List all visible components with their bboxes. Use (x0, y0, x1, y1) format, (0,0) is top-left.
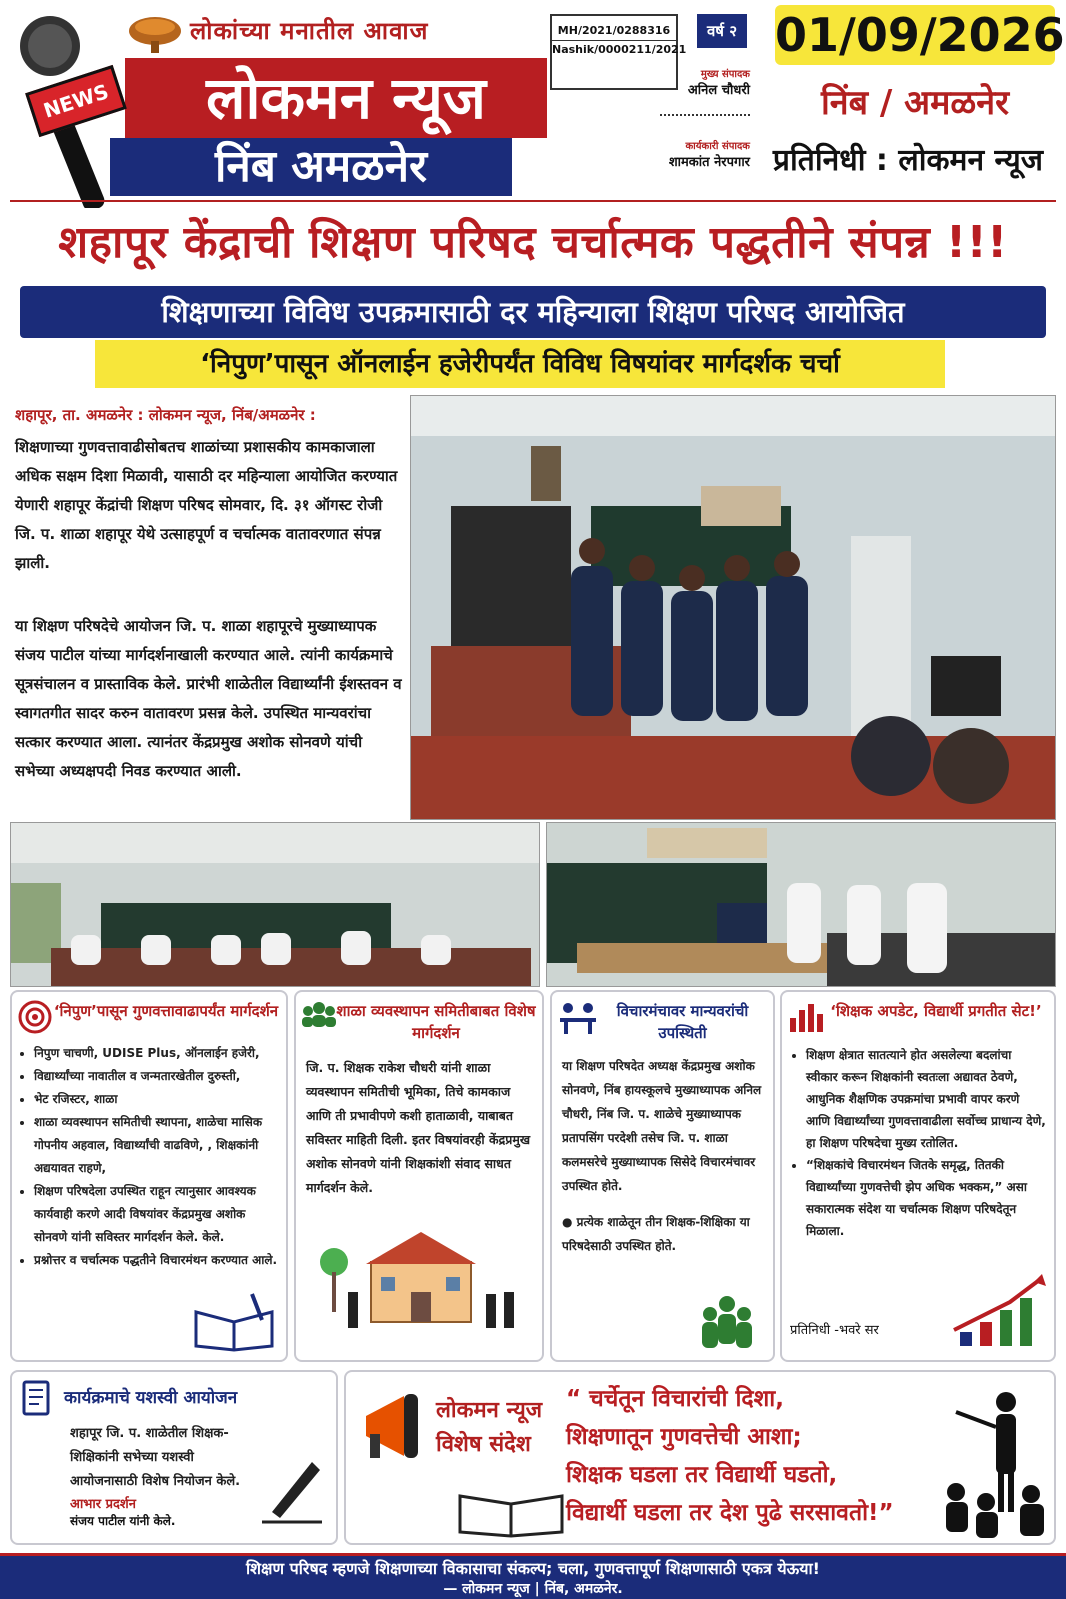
quote-block (566, 1380, 894, 1532)
subheadline-blue-bar (20, 286, 1046, 338)
year-badge: वर्ष २ (697, 14, 747, 48)
dignitaries-box (550, 990, 775, 1362)
executive-editor-name: शामकांत नेरपगार (668, 155, 750, 170)
bullet-list (12, 1034, 286, 1272)
list-item: • शाळा व्यवस्थापन समितीची स्थापना, शाळेचा मासिक गोपनीय अहवाल, विद्यार्थ्यांची वाढविणे, , शिक्षकांनी अद्ययावत राहणे, (34, 1111, 278, 1180)
box-bullet: ● प्रत्येक शाळेतून तीन शिक्षक-शिक्षिका या परिषदेसाठी उपस्थित होते. (562, 1215, 750, 1253)
organization-box (10, 1370, 338, 1545)
group-icon (302, 1000, 336, 1030)
list-item: • प्रश्नोत्तर व चर्चात्मक पद्धतीने विचारमंथन करण्यात आले. (34, 1249, 278, 1272)
chief-editor-name: अनिल चौधरी (687, 83, 750, 98)
box-text: शहापूर जि. प. शाळेतील शिक्षक-शिक्षिकांनी सभेच्या यशस्वी आयोजनासाठी विशेष नियोजन केले. (70, 1426, 241, 1489)
box-text: जि. प. शिक्षक राकेश चौधरी यांनी शाळा व्यवस्थापन समितीची भूमिका, तिचे कामकाज आणि ती प्रभावीपणे कशी हाताळावी, याबाबत सविस्तर माहिती दिली. इतर विषयांवरही केंद्रप्रमुख अशोक सोनवणे यांनी शिक्षकांशी संवाद साधत मार्गदर्शन केले. (306, 1060, 531, 1195)
registration-number-1: MH/2021/0288316 (552, 22, 676, 41)
registration-number-2: Nashik/0000211/2021 (552, 43, 687, 56)
thanks-label: आभार प्रदर्शन (70, 1497, 136, 1512)
teacher-students-icon (936, 1382, 1051, 1542)
box-title: ‘शिक्षक अपडेट, विद्यार्थी प्रगतीत सेट!’ (830, 1002, 1042, 1020)
registration-box (550, 14, 687, 90)
teacher-update-box (780, 990, 1056, 1362)
bullet-text: प्रत्येक शाळेतून तीन शिक्षक-शिक्षिका या परिषदेसाठी उपस्थित होते. (562, 1215, 750, 1253)
credit: प्रतिनिधी -भवरे सर (790, 1323, 879, 1338)
date-badge (775, 5, 1065, 65)
subheadline-yellow-bar (95, 340, 945, 388)
target-icon (18, 1000, 52, 1034)
book-icon (192, 1292, 276, 1352)
growth-chart-icon (950, 1272, 1050, 1352)
box-title: विचारमंचावर मान्यवरांची उपस्थिती (616, 1002, 749, 1042)
subheadline-yellow: ‘निपुण’पासून ऑनलाईन हजेरीपर्यंत विविध विषयांवर मार्गदर्शक चर्चा (200, 349, 840, 379)
quote-line: “ चर्चेतून विचारांची दिशा, (566, 1386, 784, 1412)
main-headline: शहापूर केंद्राची शिक्षण परिषद चर्चात्मक पद्धतीने संपन्न !!! (58, 217, 1008, 268)
box-title: शाळा व्यवस्थापन समितीबाबत विशेष मार्गदर्शन (336, 1002, 536, 1042)
message-label-1: लोकमन न्यूज (436, 1398, 543, 1423)
quote-line: शिक्षक घडला तर विद्यार्थी घडतो, (566, 1462, 838, 1488)
box-text: या शिक्षण परिषदेत अध्यक्ष केंद्रप्रमुख अशोक सोनवणे, निंब हायस्कूलचे मुख्याध्यापक अनिल चौधरी, निंब जि. प. शाळेचे मुख्याध्यापक प्रतापसिंग परदेशी तसेच जि. प. शाळा कलमसरेचे मुख्याध्यापक सिसेदे विचारमंचावर उपस्थित होते. (562, 1059, 762, 1193)
issue-date: 01/09/2026 (775, 8, 1065, 62)
open-book-icon (456, 1482, 566, 1538)
quote-line: शिक्षणातून गुणवत्तेची आशा; (566, 1424, 802, 1450)
header-divider (10, 200, 1056, 202)
subheadline-blue: शिक्षणाच्या विविध उपक्रमासाठी दर महिन्याला शिक्षण परिषद आयोजित (161, 295, 905, 329)
executive-editor (655, 138, 750, 170)
list-item: • शिक्षण क्षेत्रात सातत्याने होत असलेल्या बदलांचा स्वीकार करून शिक्षकांनी स्वतःला अद्यावत ठेवणे, आधुनिक शैक्षणिक उपक्रमांचा प्रभावी वापर करणे आणि विद्यार्थ्यांच्या गुणवत्तावाढीला सर्वोच्च प्राधान्य देणे, हा शिक्षण परिषदेचा मुख्य रतोलित. (806, 1044, 1046, 1154)
students-prayer-photo (410, 395, 1056, 820)
guidance-session-photo (546, 822, 1056, 987)
thanks-text: संजय पाटील यांनी केले. (70, 1514, 176, 1528)
reporter: प्रतिनिधी : लोकमन न्यूज (772, 143, 1044, 178)
dais-icon (558, 1000, 598, 1034)
masthead-title: लोकमन न्यूज (206, 64, 486, 132)
box-title: ‘निपुण’पासून गुणवत्तावाढापर्यंत मार्गदर्शन (53, 1002, 279, 1020)
megaphone-icon (356, 1386, 436, 1466)
nipun-guidance-box (10, 990, 288, 1362)
footer-line-1: शिक्षण परिषद म्हणजे शिक्षणाच्या विकासाचा संकल्प; चला, गुणवत्तापूर्ण शिक्षणासाठी एकत्र येऊया! (246, 1559, 820, 1578)
tagline: लोकांच्या मनातील आवाज (190, 17, 429, 45)
article-paragraph-2: या शिक्षण परिषदेचे आयोजन जि. प. शाळा शहापूरचे मुख्याध्यापक संजय पाटील यांच्या मार्गदर्शनाखाली करण्यात आले. त्यांनी कार्यक्रमाचे सूत्रसंचालन व प्रास्ताविक केले. प्रारंभी शाळेतील विद्यार्थ्यांनी ईशस्तवन व स्वागतगीत सादर करुन वातावरण प्रसन्न केले. उपस्थित मान्यवरांचा सत्कार करण्यात आला. त्यानंतर केंद्रप्रमुख अशोक सोनवणे यांची सभेच्या अध्यक्षपदी निवड करण्यात आली. (15, 617, 402, 780)
bullet-list (782, 1034, 1054, 1242)
writing-hand-icon (252, 1452, 332, 1532)
masthead-subtitle: निंब अमळनेर (214, 141, 428, 192)
executive-editor-label: कार्यकारी संपादक (685, 141, 750, 152)
list-item: • निपुण चाचणी, UDISE Plus, ऑनलाईन हजेरी, (34, 1042, 278, 1065)
footer-line-2: — लोकमन न्यूज | निंब, अमळनेर. (443, 1581, 623, 1597)
divider (660, 114, 750, 116)
lamp-icon (125, 5, 185, 55)
chief-editor-label: मुख्य संपादक (700, 69, 750, 80)
article-paragraph-1: शिक्षणाच्या गुणवत्तावाढीसोबतच शाळांच्या प्रशासकीय कामकाजाला अधिक सक्षम दिशा मिळावी, यासाठी दर महिन्याला आयोजित करण्यात येणारी शहापूर केंद्रांची शिक्षण परिषद सोमवार, दि. ३१ ऑगस्ट रोजी जि. प. शाळा शहापूर येथे उत्साहपूर्ण व चर्चात्मक वातावरणात संपन्न झाली. (15, 438, 398, 572)
list-item: • भेट रजिस्टर, शाळा (34, 1088, 278, 1111)
footer-banner (0, 1553, 1066, 1599)
bar-chart-icon (788, 1000, 824, 1034)
place: निंब / अमळनेर (820, 83, 1010, 123)
news-badge: NEWS (25, 65, 127, 137)
school-building-icon (316, 1222, 526, 1332)
list-item: • शिक्षण परिषदेला उपस्थित राहून त्यानुसार आवश्यक कार्यवाही करणे आदी विषयांवर केंद्रप्रमुख अशोक सोनवणे यांनी सविस्तर मार्गदर्शन केले. केले. (34, 1180, 278, 1249)
masthead-title-bar (125, 58, 547, 138)
smc-guidance-box (294, 990, 544, 1362)
masthead-subtitle-bar (110, 138, 512, 196)
list-item: • “शिक्षकांचे विचारमंथन जितके समृद्ध, तितकी विद्यार्थ्यांच्या गुणवत्तेची झेप अधिक भक्कम,” असा सकारात्मक संदेश या चर्चात्मक शिक्षण परिषदेतून मिळाला. (806, 1154, 1046, 1242)
team-icon (692, 1292, 762, 1352)
meeting-hall-photo (10, 822, 540, 987)
list-item: • विद्यार्थ्यांच्या नावातील व जन्मतारखेतील दुरुस्ती, (34, 1065, 278, 1088)
special-message-box (344, 1370, 1056, 1545)
message-label-2: विशेष संदेश (436, 1432, 531, 1457)
dateline: शहापूर, ता. अमळनेर : लोकमन न्यूज, निंब/अमळनेर : (15, 406, 316, 424)
chief-editor (660, 66, 750, 98)
box-title: कार्यक्रमाचे यशस्वी आयोजन (64, 1388, 238, 1408)
quote-line: विद्यार्थी घडला तर देश पुढे सरसावतो!” (566, 1500, 894, 1526)
checklist-icon (22, 1380, 54, 1416)
